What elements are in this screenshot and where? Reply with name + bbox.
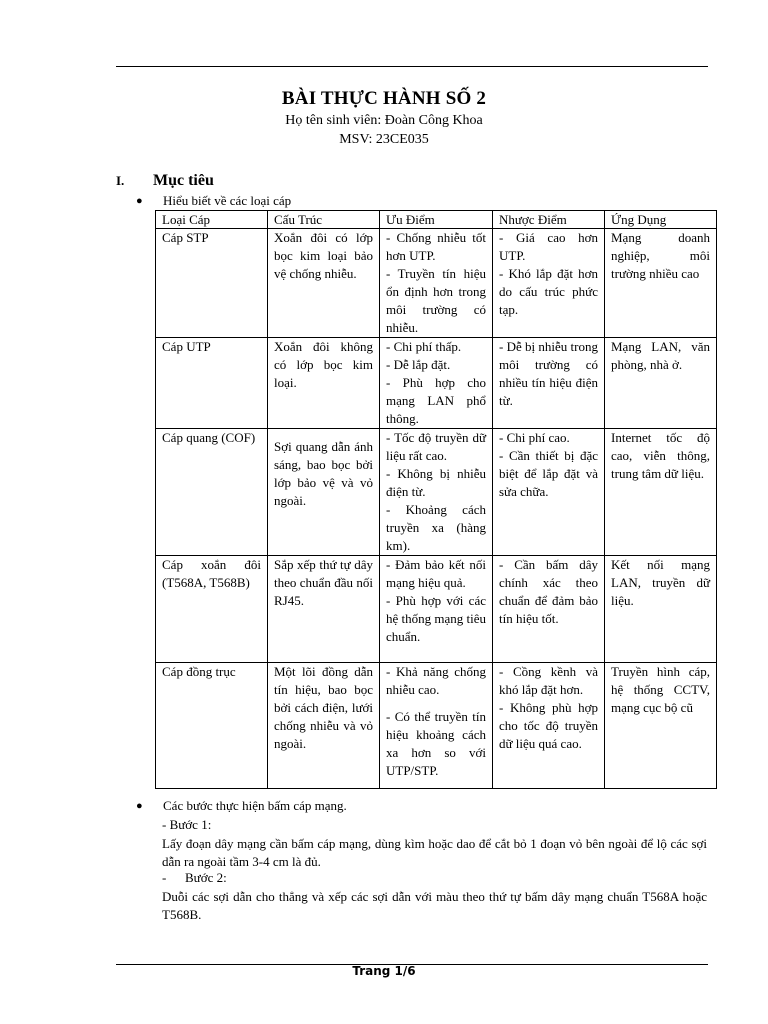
pros-item: - Có thể truyền tín hiệu khoảng cách xa hơn so với UTP/STP.	[386, 709, 486, 778]
table-row	[156, 556, 717, 663]
cons-item: - Không phù hợp cho tốc độ truyền dữ liệu quá cao.	[499, 700, 598, 751]
pros-item: - Truyền tín hiệu ổn định hơn trong môi trường có nhiễu.	[386, 266, 486, 335]
pros-item: - Dễ lắp đặt.	[386, 357, 451, 372]
pros-item: - Không bị nhiễu điện từ.	[386, 466, 486, 499]
usage-cell: Kết nối mạng LAN, truyền dữ liệu.	[605, 556, 717, 663]
header-rule	[116, 66, 708, 67]
step1-label: - Bước 1:	[162, 817, 212, 832]
step2-label: Bước 2:	[185, 870, 227, 885]
table-row	[156, 663, 717, 789]
structure-cell	[268, 429, 380, 556]
cons-item: - Cồng kềnh và khó lắp đặt hơn.	[499, 664, 598, 697]
step2-text: Duỗi các sợi dẫn cho thẳng và xếp các sợi dẫn với màu theo thứ tự bấm dây mạng chuẩn T568A hoặc T568B.	[162, 889, 707, 922]
cons-cell	[493, 338, 605, 429]
section-heading	[116, 172, 214, 190]
usage-cell: Internet tốc độ cao, viễn thông, trung tâm dữ liệu.	[605, 429, 717, 556]
pros-item: - Chống nhiễu tốt hơn UTP.	[386, 230, 486, 263]
cons-cell	[493, 663, 605, 789]
cons-item: - Dễ bị nhiễu trong môi trường có nhiều tín hiệu điện từ.	[499, 339, 598, 408]
bullet-cable-types	[136, 193, 291, 209]
cable-comparison-table	[155, 210, 717, 789]
pros-item: - Khoảng cách truyền xa (hàng km).	[386, 502, 486, 553]
usage-cell: Mạng doanh nghiệp, môi trường nhiều cao	[605, 229, 717, 338]
cell-spacer	[274, 429, 373, 438]
cons-item: - Cần bấm dây chính xác theo chuẩn để đảm bảo tín hiệu tốt.	[499, 557, 598, 626]
pros-item: - Đảm bảo kết nối mạng hiệu quả.	[386, 557, 486, 590]
structure-cell: Sắp xếp thứ tự dây theo chuẩn đầu nối RJ45.	[268, 556, 380, 663]
cable-type-cell: Cáp xoắn đôi (T568A, T568B)	[156, 556, 268, 663]
cable-type-cell: Cáp UTP	[156, 338, 268, 429]
table-row	[156, 429, 717, 556]
pros-cell	[380, 429, 493, 556]
header-cell: Loại Cáp	[156, 211, 268, 229]
table-header-row	[156, 211, 717, 229]
bullet-crimp-steps	[136, 798, 347, 814]
pros-item: - Tốc độ truyền dữ liệu rất cao.	[386, 430, 486, 463]
cons-item: - Khó lắp đặt hơn do cấu trúc phức tạp.	[499, 266, 598, 317]
structure-cell: Xoắn đôi có lớp bọc kim loại bảo vệ chống nhiễu.	[268, 229, 380, 338]
pros-item: - Phù hợp cho mạng LAN phổ thông.	[386, 375, 486, 426]
bullet-icon: ●	[136, 800, 143, 812]
pros-cell	[380, 663, 493, 789]
pros-item: - Phù hợp với các hệ thống mạng tiêu chuẩn.	[386, 593, 487, 644]
header-cell: Ưu Điểm	[380, 211, 493, 229]
usage-cell: Truyền hình cáp, hệ thống CCTV, mạng cục bộ cũ	[605, 663, 717, 789]
usage-cell: Mạng LAN, văn phòng, nhà ở.	[605, 338, 717, 429]
page-number: Trang 1/6	[352, 964, 416, 978]
cons-item: - Cần thiết bị đặc biệt để lắp đặt và sửa chữa.	[499, 448, 598, 499]
pros-cell	[380, 556, 493, 663]
pros-item: - Chi phí thấp.	[386, 339, 462, 354]
cell-spacer	[386, 699, 486, 708]
cable-type-cell: Cáp quang (COF)	[156, 429, 268, 556]
header-cell: Nhược Điểm	[493, 211, 605, 229]
table-row	[156, 229, 717, 338]
section-title: Mục tiêu	[153, 172, 214, 189]
cons-cell	[493, 429, 605, 556]
pros-cell	[380, 229, 493, 338]
structure-cell: Một lõi đồng dẫn tín hiệu, bao bọc bởi cách điện, lưới chống nhiễu và vỏ ngoài.	[268, 663, 380, 789]
section-number: I.	[116, 173, 125, 188]
cable-type-cell: Cáp STP	[156, 229, 268, 338]
step1-text: Lấy đoạn dây mạng cần bấm cáp mạng, dùng kìm hoặc dao để cắt bỏ 1 đoạn vỏ bên ngoài để lộ các sợi dẫn ra ngoài tầm 3-4 cm là đủ.	[162, 836, 707, 869]
table-row	[156, 338, 717, 429]
bullet-text: Các bước thực hiện bấm cáp mạng.	[163, 798, 347, 813]
structure-text: Sợi quang dẫn ánh sáng, bao bọc bởi lớp bảo vệ và vỏ ngoài.	[274, 439, 373, 508]
step2-dash: -	[162, 870, 167, 885]
student-name: Họ tên sinh viên: Đoàn Công Khoa	[285, 113, 483, 128]
bullet-icon: ●	[136, 195, 143, 207]
cons-cell	[493, 556, 605, 663]
cons-item: - Chi phí cao.	[499, 430, 570, 445]
cable-type-cell: Cáp đồng trục	[156, 663, 268, 789]
header-cell: Ứng Dụng	[605, 211, 717, 229]
structure-cell: Xoắn đôi không có lớp bọc kim loại.	[268, 338, 380, 429]
student-id: MSV: 23CE035	[339, 132, 429, 147]
document-title: BÀI THỰC HÀNH SỐ 2	[281, 88, 487, 109]
pros-item: - Khả năng chống nhiễu cao.	[386, 664, 486, 697]
header-cell: Cấu Trúc	[268, 211, 380, 229]
bullet-text: Hiểu biết về các loại cáp	[163, 193, 292, 208]
cons-cell	[493, 229, 605, 338]
cons-item: - Giá cao hơn UTP.	[499, 230, 598, 263]
step2-label-line	[162, 870, 227, 886]
pros-cell	[380, 338, 493, 429]
